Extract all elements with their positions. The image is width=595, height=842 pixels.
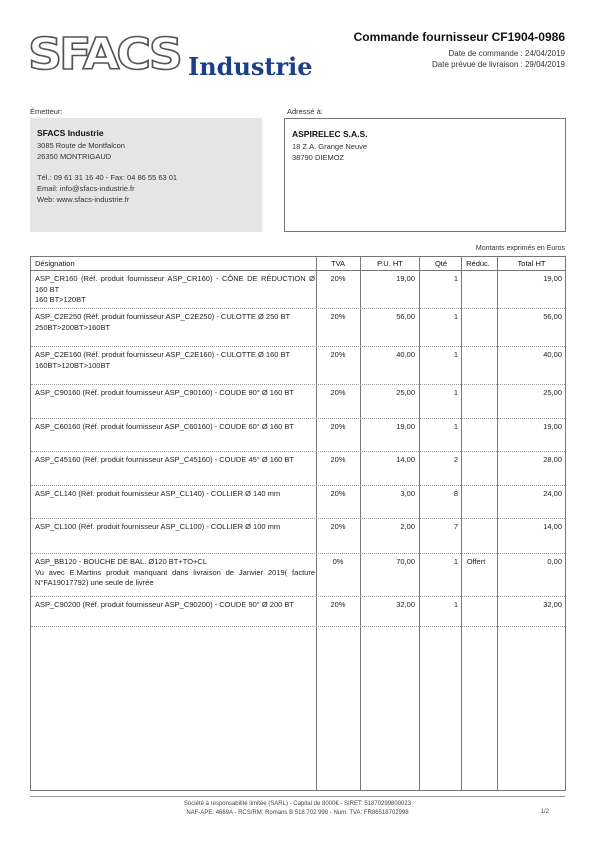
footer-legal-line1: Société à responsabilité limitée (SARL) - Capital de 8000€ - SIRET: 51870299800023	[183, 801, 412, 807]
items-table	[30, 256, 566, 791]
cell-qte: 1	[453, 350, 458, 359]
header-qte: Qté	[434, 259, 448, 268]
table-row	[31, 486, 565, 519]
table-row	[31, 452, 565, 486]
header-pu: P.U. HT	[377, 259, 403, 268]
cell-reduc: Offert	[466, 557, 486, 566]
cell-tva: 20%	[330, 274, 346, 283]
cell-designation: ASP_C2E250 (Réf. produit fournisseur ASP_C2E250) - CULOTTE Ø 250 BT 250BT>200BT>160BT	[35, 312, 291, 332]
cell-total: 40,00	[543, 350, 562, 359]
cell-pu: 19,00	[396, 274, 415, 283]
cell-designation: ASP_C90160 (Réf. produit fournisseur ASP_C90160) - COUDE 90° Ø 160 BT	[35, 388, 294, 397]
cell-tva: 20%	[330, 350, 346, 359]
cell-qte: 8	[453, 489, 458, 498]
cell-designation: ASP_C90200 (Réf. produit fournisseur ASP_C90200) - COUDE 90° Ø 200 BT	[35, 600, 294, 609]
cell-pu: 2,00	[400, 522, 415, 531]
cell-total: 19,00	[543, 422, 562, 431]
recipient-address2: 38790 DIEMOZ	[292, 153, 345, 162]
cell-total: 56,00	[543, 312, 562, 321]
cell-pu: 19,00	[396, 422, 415, 431]
sender-web[interactable]: Web: www.sfacs-industrie.fr	[37, 195, 130, 204]
header-total: Total HT	[517, 259, 546, 268]
header-designation: Désignation	[35, 259, 75, 268]
footer-legal-line2: NAF-APE: 4669A - RCS/RM: Romans B 518 702 998 - Num. TVA: FR86518702998	[186, 810, 409, 816]
cell-total: 32,00	[543, 600, 562, 609]
cell-qte: 1	[453, 274, 458, 283]
recipient-address1: 18 Z.A. Grange Neuve	[292, 142, 368, 151]
cell-total: 19,00	[543, 274, 562, 283]
order-date: Date de commande : 24/04/2019	[448, 49, 565, 58]
cell-tva: 20%	[330, 489, 346, 498]
table-row	[31, 419, 565, 452]
cell-pu: 56,00	[396, 312, 415, 321]
cell-qte: 7	[453, 522, 458, 531]
cell-designation: ASP_CL100 (Réf. produit fournisseur ASP_CL100) - COLLIER Ø 100 mm	[35, 522, 281, 531]
cell-tva: 20%	[330, 600, 346, 609]
cell-tva: 0%	[332, 557, 344, 566]
table-row	[31, 271, 565, 309]
cell-pu: 70,00	[396, 557, 415, 566]
sender-email[interactable]: Email: info@sfacs-industrie.fr	[37, 184, 135, 193]
cell-pu: 14,00	[396, 455, 415, 464]
cell-qte: 1	[453, 388, 458, 397]
cell-designation: ASP_CL140 (Réf. produit fournisseur ASP_CL140) - COLLIER Ø 140 mm	[35, 489, 281, 498]
cell-total: 25,00	[543, 388, 562, 397]
cell-total: 14,00	[543, 522, 562, 531]
cell-pu: 40,00	[396, 350, 415, 359]
table-row	[31, 347, 565, 385]
cell-pu: 32,00	[396, 600, 415, 609]
cell-tva: 20%	[330, 388, 346, 397]
cell-qte: 1	[453, 557, 458, 566]
sender-name: SFACS Industrie	[37, 128, 104, 138]
recipient-label: Adressé à:	[287, 107, 323, 116]
header-tva: TVA	[330, 259, 346, 268]
cell-pu: 3,00	[400, 489, 415, 498]
delivery-date: Date prévue de livraison : 29/04/2019	[432, 60, 565, 69]
document-header	[354, 30, 565, 70]
page-number: 1/2	[540, 809, 549, 815]
sender-box	[30, 118, 262, 232]
table-row	[31, 519, 565, 554]
cell-designation: ASP_C45160 (Réf. produit fournisseur ASP_C45160) - COUDE 45° Ø 160 BT	[35, 455, 294, 464]
currency-note: Montants exprimés en Euros	[475, 245, 565, 252]
cell-tva: 20%	[330, 455, 346, 464]
cell-total: 28,00	[543, 455, 562, 464]
table-row	[31, 554, 565, 597]
table-row	[31, 385, 565, 419]
sender-phone: Tél.: 09 61 31 16 40 - Fax: 04 86 55 63 01	[37, 173, 178, 182]
table-header	[31, 257, 565, 271]
table-row	[31, 597, 565, 627]
sender-address1: 3085 Route de Montfalcon	[37, 141, 125, 150]
cell-designation: ASP_C60160 (Réf. produit fournisseur ASP_C60160) - COUDE 60° Ø 160 BT	[35, 422, 294, 431]
sender-address2: 26350 MONTRIGAUD	[37, 152, 112, 161]
cell-qte: 1	[453, 600, 458, 609]
cell-designation: ASP_CR160 (Réf. produit fournisseur ASP_CR160) - CÔNE DE RÉDUCTION Ø 160 BT 160 BT>120BT	[35, 274, 315, 304]
logo-subtitle: Industrie	[188, 52, 313, 81]
cell-designation: ASP_BB120 - BOUCHE DE BAL. Ø120 BT+TO+CL Vu avec E.Martins produit manquant dans livraison de Janvier 2019( facture N°FA19017792) une seule de livrée	[35, 557, 315, 587]
sender-label: Émetteur:	[30, 107, 63, 116]
recipient-name: ASPIRELEC S.A.S.	[292, 129, 368, 139]
table-row	[31, 309, 565, 347]
header-reduc: Réduc.	[466, 259, 490, 268]
cell-designation: ASP_C2E160 (Réf. produit fournisseur ASP_C2E160) - CULOTTE Ø 160 BT 160BT>120BT>100BT	[35, 350, 291, 370]
cell-tva: 20%	[330, 312, 346, 321]
footer	[0, 800, 595, 818]
recipient-box	[284, 118, 566, 232]
cell-tva: 20%	[330, 422, 346, 431]
cell-total: 0,00	[547, 557, 562, 566]
cell-tva: 20%	[330, 522, 346, 531]
cell-qte: 1	[453, 422, 458, 431]
cell-qte: 2	[453, 455, 458, 464]
cell-total: 24,00	[543, 489, 562, 498]
cell-qte: 1	[453, 312, 458, 321]
company-logo	[28, 30, 318, 86]
logo-brand: SFACS	[28, 29, 180, 80]
cell-pu: 25,00	[396, 388, 415, 397]
document-title: Commande fournisseur CF1904-0986	[353, 30, 565, 44]
